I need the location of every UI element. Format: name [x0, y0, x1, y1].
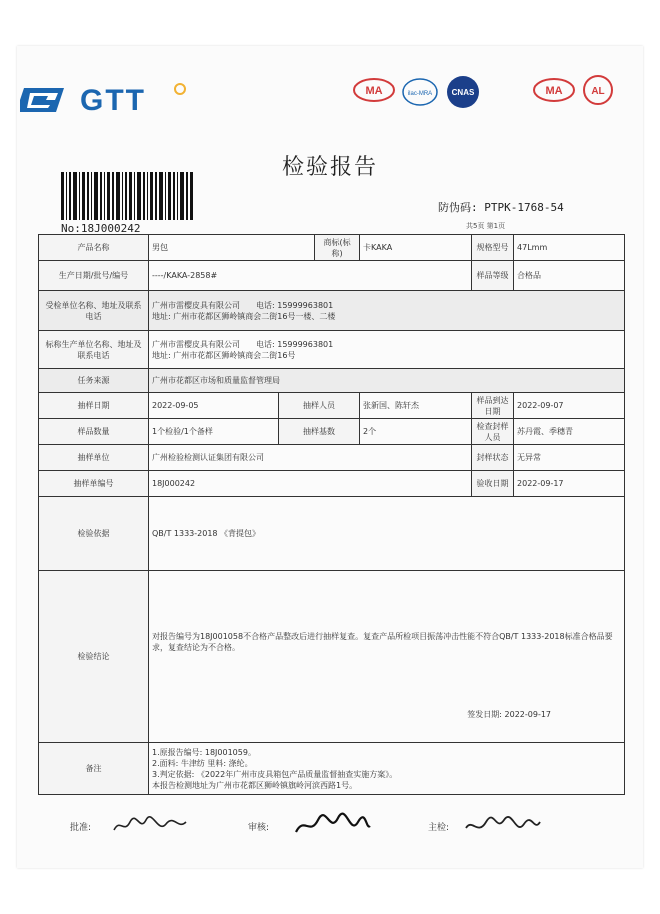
approver-signature-icon [110, 812, 190, 838]
task-source-label: 任务来源 [39, 369, 149, 393]
basis-value: QB/T 1333-2018 《背提包》 [149, 497, 625, 571]
cert-mark-label-0: MA [365, 85, 383, 97]
arrival-date-value: 2022-09-07 [514, 393, 625, 419]
approver-label: 批准: [70, 823, 92, 833]
base-qty-label: 抽样基数 [279, 419, 360, 445]
reviewer-label: 审核: [248, 823, 270, 833]
sampling-date-label: 抽样日期 [39, 393, 149, 419]
product-name-value: 男包 [149, 235, 315, 261]
table-row [39, 743, 625, 795]
inspected-unit-line1: 广州市雷樱皮具有限公司 电话: 15999963801 [152, 300, 334, 310]
table-row [39, 261, 625, 291]
barcode-icon [61, 172, 193, 220]
report-number: No:18J000242 [61, 222, 141, 235]
logo-text: GTT [80, 84, 146, 117]
sealer-label: 检查封样人员 [472, 419, 514, 445]
brand-label: 商标(标称) [315, 235, 360, 261]
table-row [39, 235, 625, 261]
remark-value [149, 743, 625, 795]
report-table [38, 234, 625, 795]
cma-mark-icon [354, 79, 394, 101]
cert-mark-label-4: AL [591, 86, 605, 97]
prod-date-label: 生产日期/批号/编号 [39, 261, 149, 291]
sample-no-label: 抽样单编号 [39, 471, 149, 497]
sample-qty-label: 样品数量 [39, 419, 149, 445]
prod-date-value: ----/KAKA-2858# [149, 261, 472, 291]
remark-label: 备注 [39, 743, 149, 795]
product-name-label: 产品名称 [39, 235, 149, 261]
inspected-unit-line2: 地址: 广州市花都区狮岭镇商会二街16号一楼、二楼 [152, 311, 336, 321]
cma-mark-2-icon [534, 79, 574, 101]
basis-label: 检验依据 [39, 497, 149, 571]
sample-no-value: 18J000242 [149, 471, 472, 497]
table-row [39, 471, 625, 497]
model-value: 47Lmm [514, 235, 625, 261]
sampler-value: 张新国、陈轩杰 [360, 393, 472, 419]
remark-line: 1.原报告编号: 18J001059。 [152, 747, 256, 757]
table-row [39, 331, 625, 369]
table-row [39, 393, 625, 419]
task-source-value: 广州市花都区市场和质量监督管理局 [149, 369, 625, 393]
sampling-unit-value: 广州检验检测认证集团有限公司 [149, 445, 472, 471]
sampler-label: 抽样人员 [279, 393, 360, 419]
table-row [39, 445, 625, 471]
sealer-value: 苏丹霞、季穗青 [514, 419, 625, 445]
reviewer-signature-icon [292, 812, 372, 840]
test-date-label: 验收日期 [472, 471, 514, 497]
seal-status-label: 封样状态 [472, 445, 514, 471]
maker-line1: 广州市雷樱皮具有限公司 电话: 15999963801 [152, 339, 334, 349]
model-label: 规格型号 [472, 235, 514, 261]
maker-label: 标称生产单位名称、地址及联系电话 [39, 331, 149, 369]
ilac-mra-mark-icon [403, 79, 437, 105]
conclusion-label: 检验结论 [39, 571, 149, 743]
conclusion-text: 对报告编号为18J001058不合格产品整改后进行抽样复查。复查产品所检项目振荡冲击性能不符合QB/T 1333-2018标准合格品要求，复查结论为不合格。 [152, 632, 613, 652]
brand-value: 卡KAKA [360, 235, 472, 261]
cnas-mark-icon [447, 76, 479, 108]
table-row [39, 497, 625, 571]
grade-label: 样品等级 [472, 261, 514, 291]
table-row [39, 571, 625, 743]
arrival-date-label: 样品到达日期 [472, 393, 514, 419]
maker-line2: 地址: 广州市花都区狮岭镇商会二街16号 [152, 350, 296, 360]
remark-line: 3.判定依据: 《2022年广州市皮具箱包产品质量监督抽查实施方案》。 [152, 769, 398, 779]
anti-fake-code: 防伪码: PTPK-1768-54 [438, 201, 564, 214]
inspector-label: 主检: [428, 823, 450, 833]
page-info: 共5页 第1页 [466, 222, 506, 230]
sample-qty-value: 1个检验/1个备样 [149, 419, 279, 445]
inspected-unit-value [149, 291, 625, 331]
seal-status-value: 无异常 [514, 445, 625, 471]
test-date-value: 2022-09-17 [514, 471, 625, 497]
cert-mark-label-1: ilac-MRA [407, 91, 433, 97]
grade-value: 合格品 [514, 261, 625, 291]
cert-mark-label-3: MA [545, 85, 563, 97]
sampling-date-value: 2022-09-05 [149, 393, 279, 419]
inspector-signature-icon [462, 812, 542, 840]
cal-mark-icon [584, 76, 612, 104]
table-row [39, 419, 625, 445]
table-row [39, 369, 625, 393]
base-qty-value: 2个 [360, 419, 472, 445]
sampling-unit-label: 抽样单位 [39, 445, 149, 471]
inspected-unit-label: 受检单位名称、地址及联系电话 [39, 291, 149, 331]
certification-marks [350, 74, 622, 112]
remark-line: 本报告检测地址为广州市花都区狮岭镇旗岭河滨西路1号。 [152, 780, 358, 790]
conclusion-cell [149, 571, 625, 743]
issue-date: 签发日期: 2022-09-17 [467, 710, 552, 719]
report-title: 检验报告 [281, 155, 378, 180]
remark-line: 2.面料: 牛津纺 里料: 涤纶。 [152, 758, 253, 768]
cert-mark-label-2: CNAS [451, 88, 475, 97]
table-row [39, 291, 625, 331]
maker-value [149, 331, 625, 369]
